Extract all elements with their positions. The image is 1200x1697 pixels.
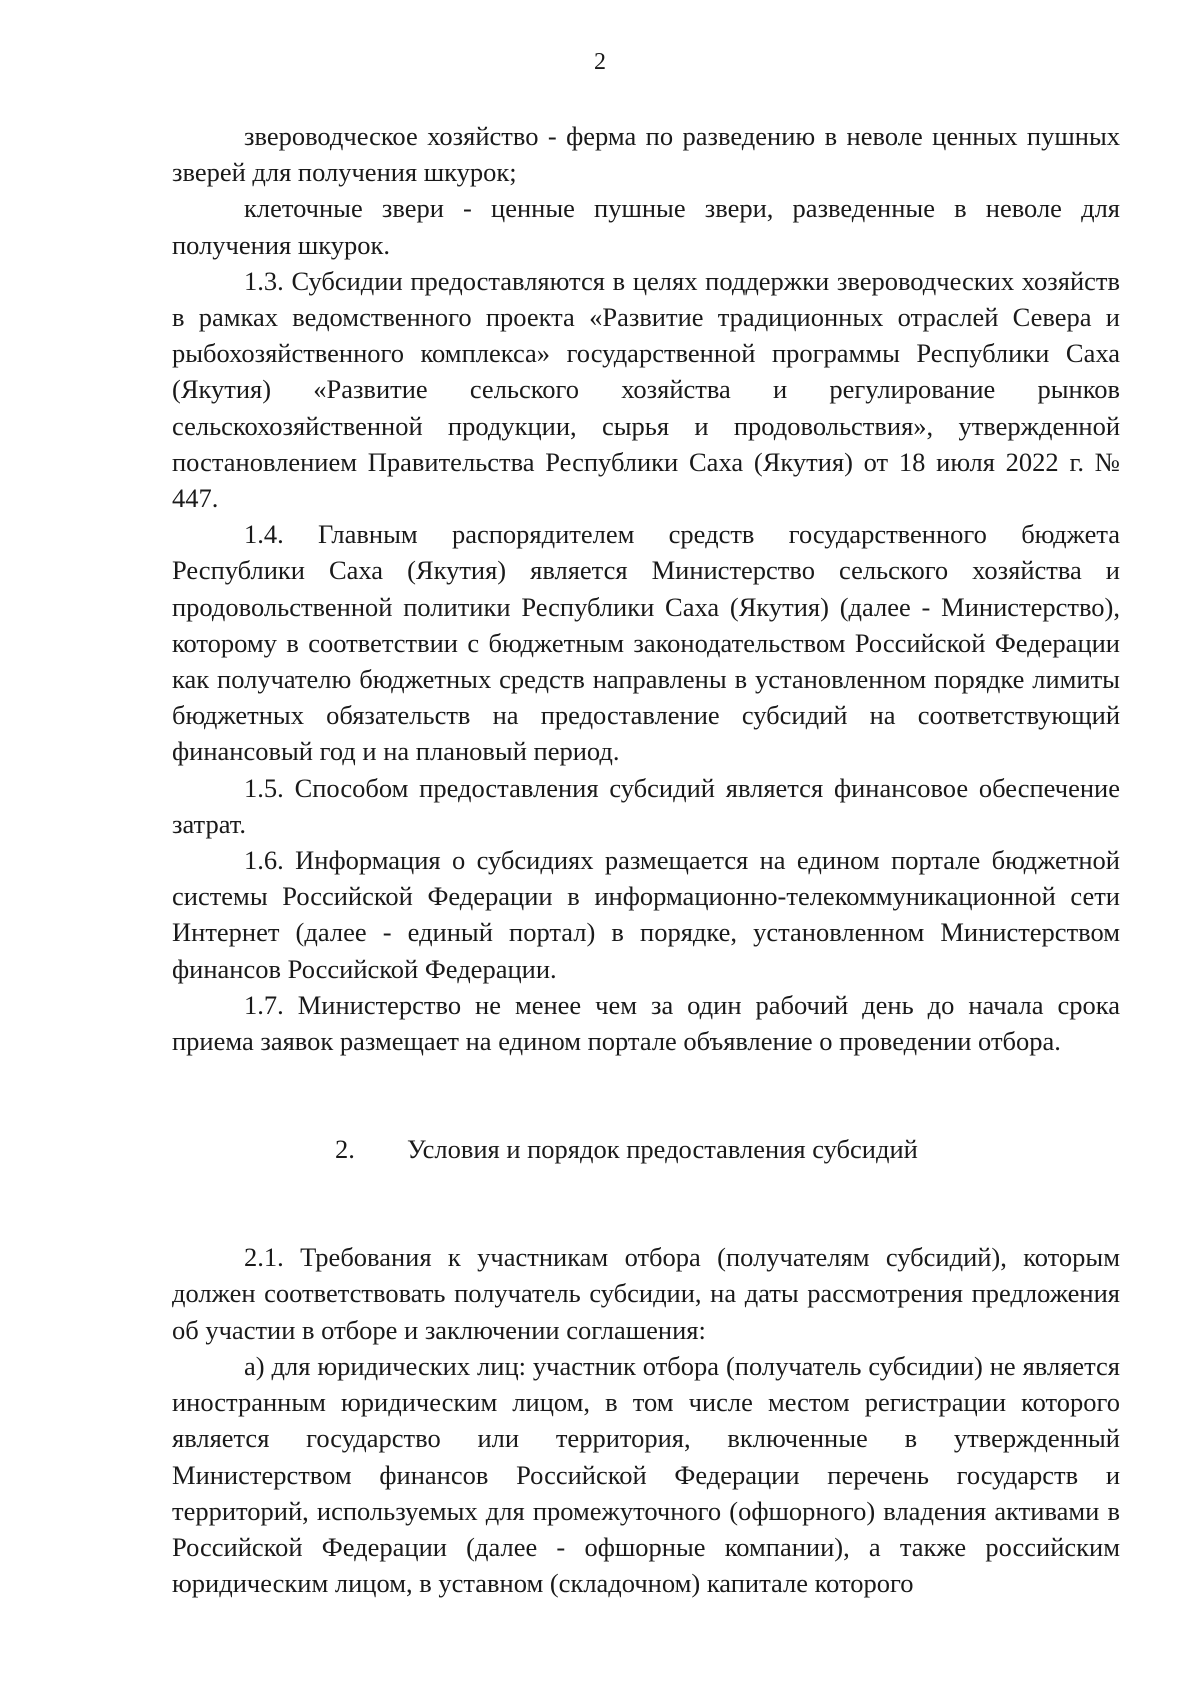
paragraph-caged-animals-definition: клеточные звери - ценные пушные звери, разведенные в неволе для получения шкурок. — [172, 193, 1120, 260]
paragraph-1-4: 1.4. Главным распорядителем средств государственного бюджета Республики Саха (Якутия) является Министерство сельского хозяйства и продовольственной политики Республики Саха (Якутия) (далее - Министерство), которому в соответствии с бюджетным законодательством Российской Федерации как получателю бюджетных средств направлены в установленном порядке лимиты бюджетных обязательств на предоставление субсидий на соответствующий финансовый год и на плановый период. — [172, 519, 1120, 767]
section-number: 2. — [335, 1134, 355, 1165]
page-number: 2 — [594, 49, 606, 75]
paragraph-fur-farm-definition: звероводческое хозяйство - ферма по разведению в неволе ценных пушных зверей для получения шкурок; — [172, 121, 1120, 188]
paragraph-2-1: 2.1. Требования к участникам отбора (получателям субсидий), которым должен соответствовать получатель субсидии, на даты рассмотрения предложения об участии в отборе и заключении соглашения: — [172, 1242, 1120, 1345]
document-body — [172, 118, 1120, 1601]
paragraph-1-7: 1.7. Министерство не менее чем за один рабочий день до начала срока приема заявок размещает на едином портале объявление о проведении отбора. — [172, 989, 1120, 1057]
paragraph-1-3: 1.3. Субсидии предоставляются в целях поддержки звероводческих хозяйств в рамках ведомственного проекта «Развитие традиционных отраслей Севера и рыбохозяйственного комплекса» государственной программы Республики Саха (Якутия) «Развитие сельского хозяйства и регулирование рынков сельскохозяйственной продукции, сырья и продовольствия», утвержденной постановлением Правительства Республики Саха (Якутия) от 18 июля 2022 г. № 447. — [172, 265, 1120, 514]
paragraph-2-1-a: а) для юридических лиц: участник отбора (получатель субсидии) не является иностранным юридическим лицом, в том числе местом регистрации которого является государство или территория, включенные в утвержденный Министерством финансов Российской Федерации перечень государств и территорий, используемых для промежуточного (офшорного) владения активами в Российской Федерации (далее - офшорные компании), а также российским юридическим лицом, в уставном (складочном) капитале которого — [172, 1350, 1120, 1599]
section-heading — [172, 1131, 1120, 1167]
section-title: Условия и порядок предоставления субсидий — [407, 1134, 918, 1165]
paragraph-1-6: 1.6. Информация о субсидиях размещается на едином портале бюджетной системы Российской Федерации в информационно-телекоммуникационной сети Интернет (далее - единый портал) в порядке, установленном Министерством финансов Российской Федерации. — [172, 845, 1120, 984]
paragraph-1-5: 1.5. Способом предоставления субсидий является финансовое обеспечение затрат. — [172, 772, 1120, 839]
